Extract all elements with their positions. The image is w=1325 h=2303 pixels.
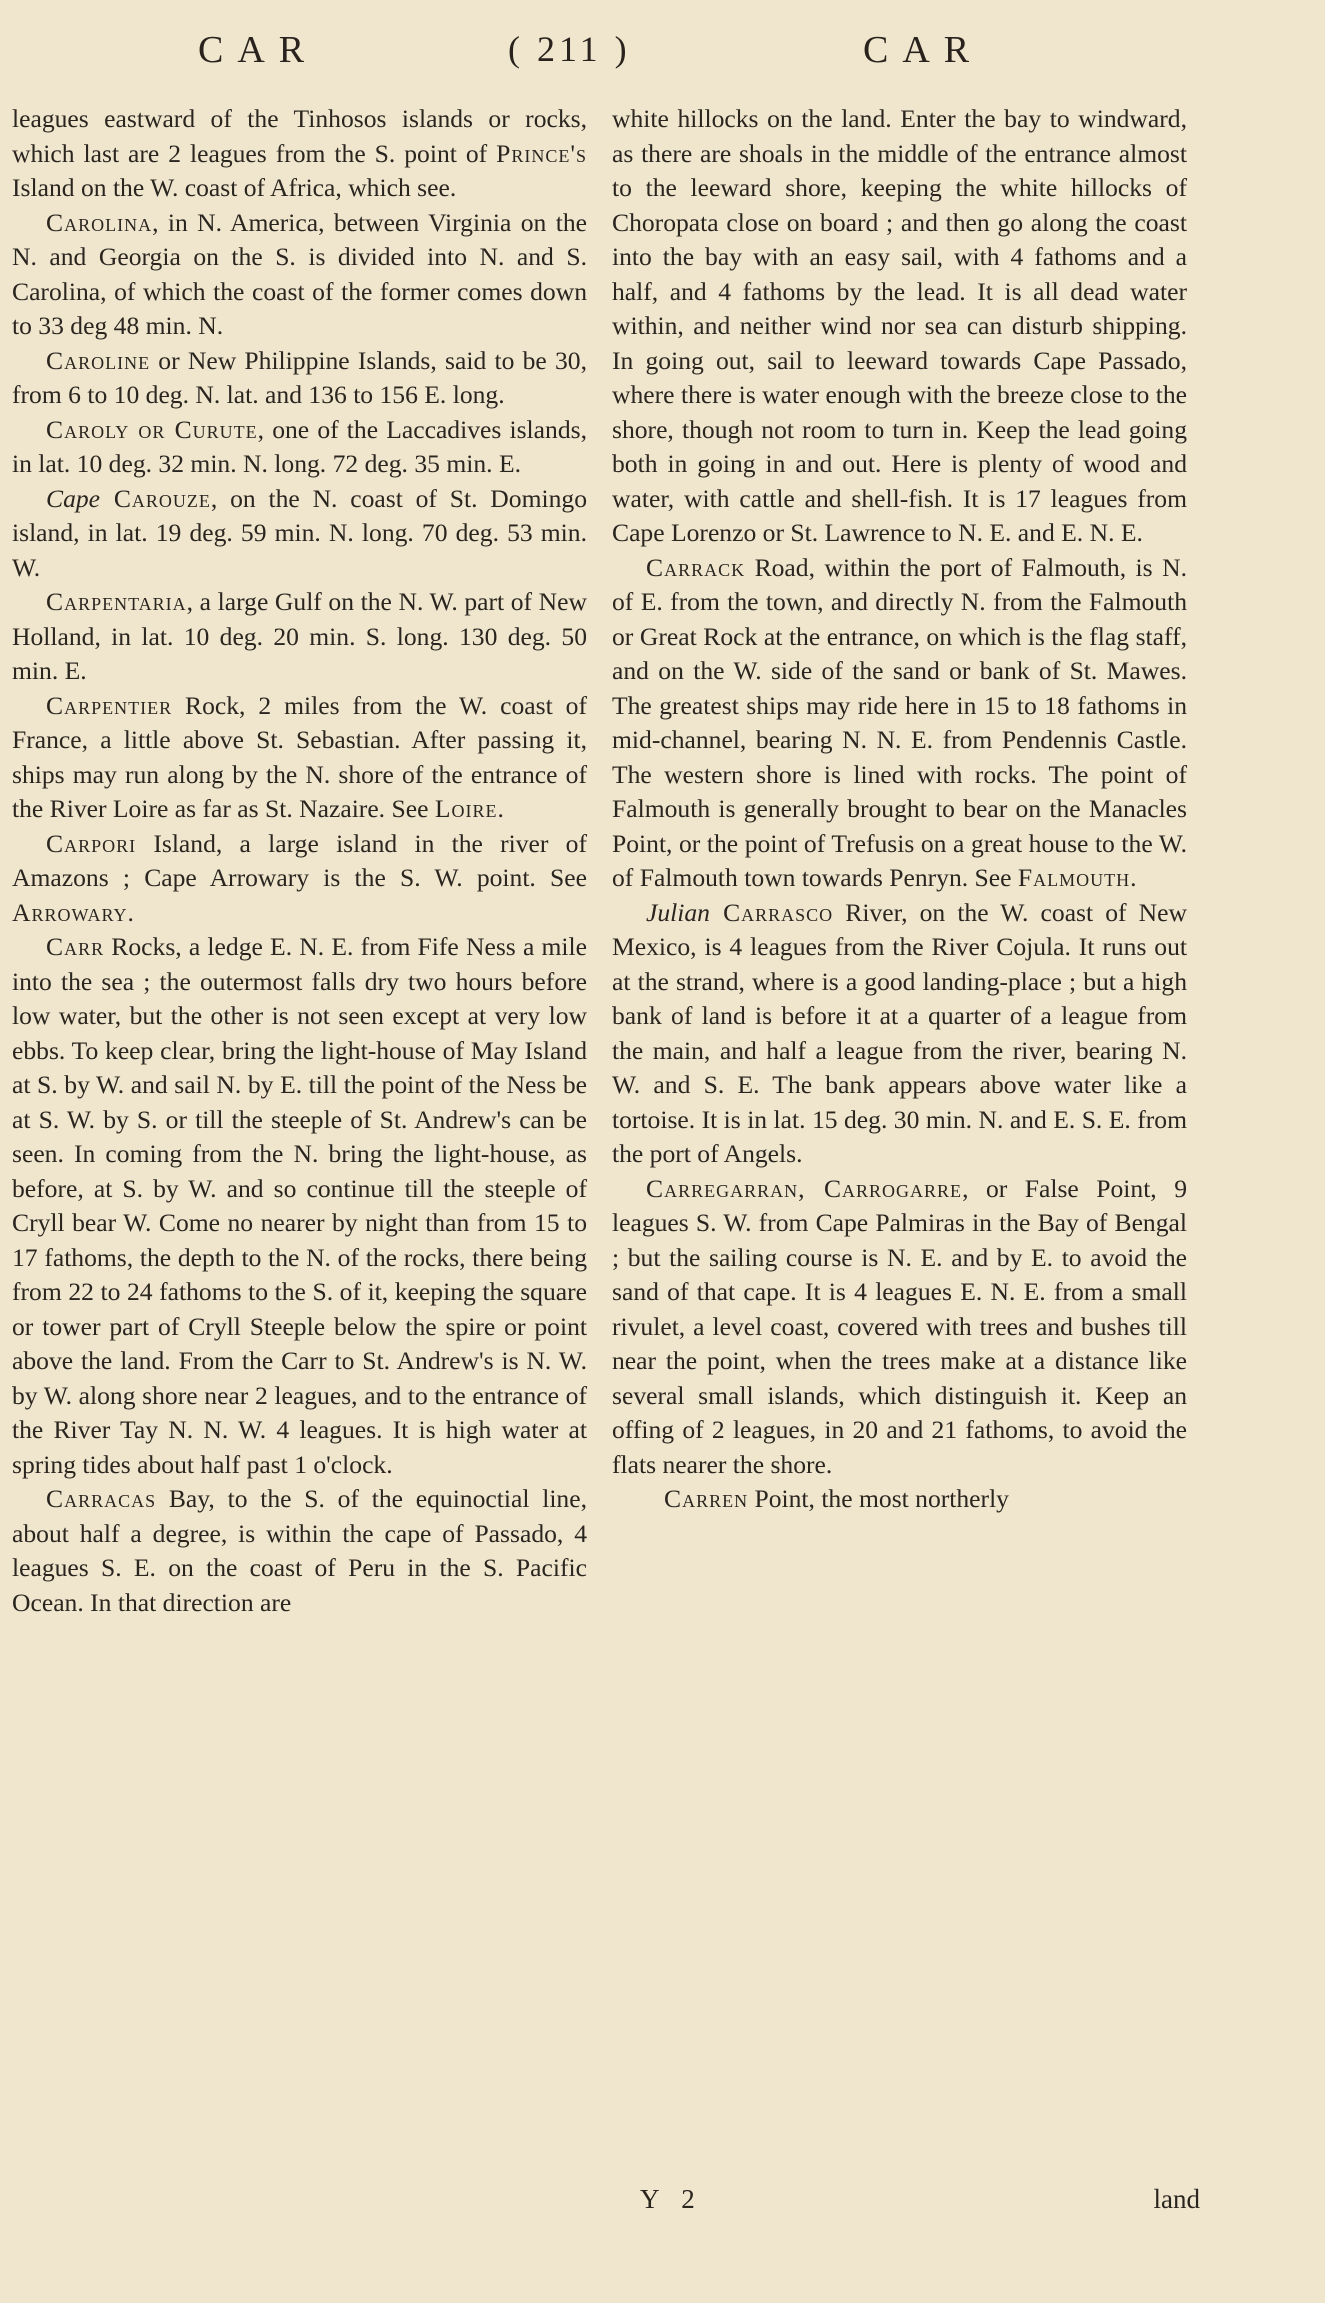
entry-carrack: Carrack Road, within the port of Falmouth, is N. of E. from the town, and directly N. from the Falmouth or Great Rock at the entrance, on which is the flag staff, and on the W. side of the sand or bank of St. Mawes. The greatest ships may ride here in 15 to 18 fathoms in mid-channel, bearing N. N. E. from Pendennis Castle. The western shore is lined with rocks. The point of Falmouth is generally brought to bear on the Manacles Point, or the point of Trefusis on a great house to the W. of Falmouth town towards Penryn. See Falmouth. (612, 552, 1187, 892)
page-footer (640, 2184, 1200, 2224)
entry-continuation: white hillocks on the land. Enter the bay to windward, as there are shoals in the middle of the entrance almost to the leeward shore, keeping the white hillocks of Choropata close on board ; and then go along the coast into the bay with an easy sail, with 4 fathoms and a half, and 4 fathoms by the lead. It is all dead water within, and neither wind nor sea can disturb shipping. In going out, sail to leeward towards Cape Passado, where there is water enough with the breeze close to the shore, though not room to turn in. Keep the lead going both in going in and out. Here is plenty of wood and water, with cattle and shell-fish. It is 17 leagues from Cape Lorenzo or St. Lawrence to N. E. and E. N. E. (612, 104, 1187, 547)
page-number: ( 211 ) (508, 29, 631, 69)
left-column (12, 102, 587, 1620)
page-header (0, 28, 1325, 88)
signature-mark: Y 2 (640, 2184, 703, 2214)
entry-carracas: Carracas Bay, to the S. of the equinoctial line, about half a degree, is within the cape of Passado, 4 leagues S. E. on the coast of Peru in the S. Pacific Ocean. In that direction are (12, 1484, 587, 1617)
right-column (612, 102, 1187, 1517)
running-head-right: CAR (863, 29, 984, 71)
entry-continuation: leagues eastward of the Tinhosos islands or rocks, which last are 2 leagues from the S. point of Prince's Island on the W. coast of Africa, which see. (12, 104, 587, 202)
entry-carr: Carr Rocks, a ledge E. N. E. from Fife Ness a mile into the sea ; the outermost falls dry two hours before low water, but the other is not seen except at very low ebbs. To keep clear, bring the light-house of May Island at S. by W. and sail N. by E. till the point of the Ness be at S. W. by S. or till the steeple of St. Andrew's can be seen. In coming from the N. bring the light-house, as before, at S. by W. and so continue till the steeple of Cryll bear W. Come no nearer by night than from 15 to 17 fathoms, the depth to the N. of the rocks, there being from 22 to 24 fathoms to the S. of it, keeping the square or tower part of Cryll Steeple below the spire or point above the land. From the Carr to St. Andrew's is N. W. by W. along shore near 2 leagues, and to the entrance of the River Tay N. N. W. 4 leagues. It is high water at spring tides about half past 1 o'clock. (12, 932, 587, 1479)
entry-caroline: Caroline or New Philippine Islands, said to be 30, from 6 to 10 deg. N. lat. and 136 to 156 E. long. (12, 345, 587, 409)
entry-caroly: Caroly or Curute, one of the Laccadives islands, in lat. 10 deg. 32 min. N. long. 72 deg. 35 min. E. (12, 414, 587, 478)
entry-carpori: Carpori Island, a large island in the river of Amazons ; Cape Arrowary is the S. W. point. See Arrowary. (12, 828, 587, 927)
entry-carrasco: Julian Carrasco River, on the W. coast of New Mexico, is 4 leagues from the River Cojula. It runs out at the strand, where is a good landing-place ; but a high bank of land is before it at a quarter of a league from the main, and half a league from the river, bearing N. W. and S. E. The bank appears above water like a tortoise. It is in lat. 15 deg. 30 min. N. and E. S. E. from the port of Angels. (612, 897, 1187, 1168)
catchword: land (1153, 2184, 1200, 2214)
entry-carolina: Carolina, in N. America, between Virginia on the N. and Georgia on the S. is divided into N. and S. Carolina, of which the coast of the former comes down to 33 deg 48 min. N. (12, 207, 587, 340)
entry-carregarran: Carregarran, Carrogarre, or False Point, 9 leagues S. W. from Cape Palmiras in the Bay of Bengal ; but the sailing course is N. E. and by E. to avoid the sand of that cape. It is 4 leagues E. N. E. from a small rivulet, a level coast, covered with trees and bushes till near the point, when the trees make at a distance like several small islands, which distinguish it. Keep an offing of 2 leagues, in 20 and 21 fathoms, to avoid the flats nearer the shore. (612, 1173, 1187, 1479)
entry-carouze: Cape Carouze, on the N. coast of St. Domingo island, in lat. 19 deg. 59 min. N. long. 70 deg. 53 min. W. (12, 483, 587, 582)
entry-carpentier: Carpentier Rock, 2 miles from the W. coast of France, a little above St. Sebastian. After passing it, ships may run along by the N. shore of the entrance of the River Loire as far as St. Nazaire. See Loire. (12, 690, 587, 823)
entry-carren: Carren Point, the most northerly (664, 1484, 1009, 1513)
entry-carpentaria: Carpentaria, a large Gulf on the N. W. part of New Holland, in lat. 10 deg. 20 min. S. long. 130 deg. 50 min. E. (12, 587, 587, 685)
running-head-left: CAR (198, 29, 319, 71)
